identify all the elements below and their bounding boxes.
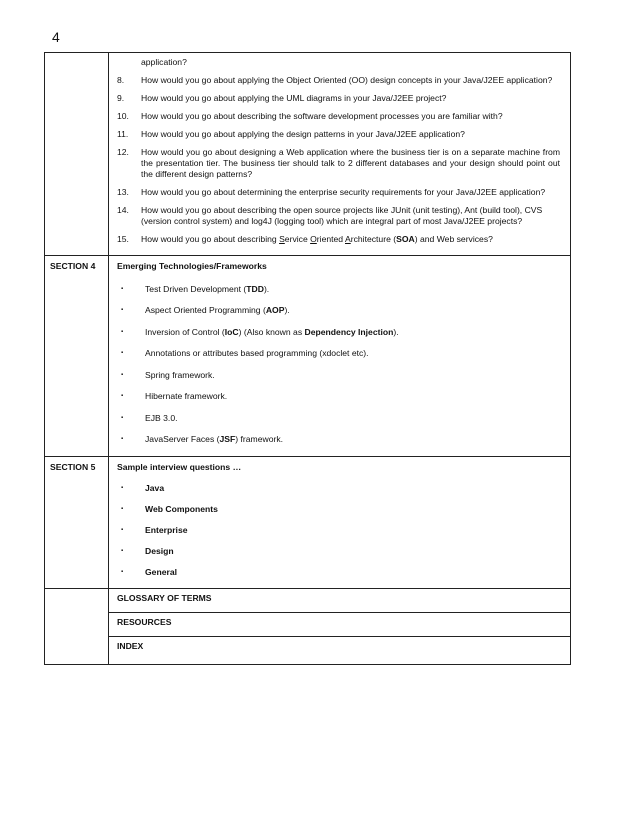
section-heading: Emerging Technologies/Frameworks [117, 261, 267, 271]
bullet-icon: ▪ [121, 547, 124, 554]
bullet-icon: ▪ [121, 484, 124, 491]
glossary-row [45, 589, 571, 613]
question-number: 14. [117, 205, 129, 215]
question-text: How would you go about describing Service Oriented Architecture (SOA) and Web services? [141, 234, 493, 244]
list-item: ▪ Web Components [121, 503, 218, 514]
question-number: 11. [117, 129, 129, 139]
list-item [117, 234, 560, 245]
page-number: 4 [52, 29, 60, 45]
section-label: SECTION 4 [45, 256, 109, 457]
section5-row [45, 457, 571, 589]
list-item [117, 147, 560, 180]
question-text: How would you go about applying the design patterns in your Java/J2EE application? [141, 129, 465, 139]
bullet-icon: ▪ [121, 414, 124, 421]
section3-label-cell [45, 53, 109, 256]
question-number: 15. [117, 234, 129, 244]
bullet-icon: ▪ [121, 328, 124, 335]
section-label: SECTION 5 [45, 457, 109, 589]
bullet-icon: ▪ [121, 393, 124, 400]
question-number: 12. [117, 147, 129, 157]
list-item: ▪ General [121, 566, 178, 577]
question-text: How would you go about applying the Object Oriented (OO) design concepts in your Java/J2EE application? [141, 75, 553, 85]
bullet-list [109, 472, 570, 588]
bullet-icon: ▪ [121, 285, 124, 292]
bullet-icon: ▪ [121, 526, 124, 533]
list-item: ▪ Spring framework. [121, 369, 215, 380]
back-matter-label-cell [45, 589, 109, 665]
bullet-icon: ▪ [121, 307, 124, 314]
index-heading: INDEX [117, 641, 144, 651]
bullet-icon: ▪ [121, 371, 124, 378]
list-item: ▪ Annotations or attributes based programming (xdoclet etc). [121, 348, 369, 359]
bullet-icon: ▪ [121, 436, 124, 443]
question-text: How would you go about designing a Web application where the business tier is on a separate machine from the presentation tier. The business tier should talk to 2 different databases and your design should point out the different design patterns? [141, 147, 560, 179]
bullet-icon: ▪ [121, 568, 124, 575]
question-number: 8. [117, 75, 125, 85]
list-item: ▪ Hibernate framework. [121, 391, 228, 402]
question-number: 10. [117, 111, 129, 121]
resources-heading: RESOURCES [117, 617, 172, 627]
list-item [117, 75, 560, 86]
list-item: ▪ Test Driven Development (TDD). [121, 283, 270, 294]
contents-table [44, 52, 571, 665]
list-item: ▪ Java [121, 482, 165, 493]
section-heading: Sample interview questions … [117, 462, 242, 472]
list-item: ▪ EJB 3.0. [121, 412, 178, 423]
list-item [117, 57, 560, 68]
list-item [117, 93, 560, 104]
question-text: How would you go about describing the open source projects like JUnit (unit testing), Ant (build tool), CVS (version control system) and log4J (logging tool) which are integral part of most Java/J2EE projects? [141, 205, 543, 226]
bullet-icon: ▪ [121, 350, 124, 357]
list-item: ▪ Inversion of Control (IoC) (Also known as Dependency Injection). [121, 326, 399, 337]
glossary-heading: GLOSSARY OF TERMS [117, 593, 212, 603]
resources-row [45, 613, 571, 637]
list-item: ▪ JavaServer Faces (JSF) framework. [121, 434, 284, 445]
index-row [45, 637, 571, 665]
bullet-icon: ▪ [121, 505, 124, 512]
question-continuation: application? [141, 57, 187, 67]
question-text: How would you go about applying the UML diagrams in your Java/J2EE project? [141, 93, 447, 103]
question-text: How would you go about describing the software development processes you are familiar with? [141, 111, 503, 121]
question-number: 9. [117, 93, 125, 103]
list-item [117, 111, 560, 122]
list-item [117, 129, 560, 140]
list-item [117, 205, 560, 227]
question-text: How would you go about determining the enterprise security requirements for your Java/J2EE application? [141, 187, 546, 197]
section4-row [45, 256, 571, 457]
section3-row [45, 53, 571, 256]
list-item [117, 187, 560, 198]
list-item: ▪ Design [121, 545, 174, 556]
list-item: ▪ Enterprise [121, 524, 188, 535]
question-number: 13. [117, 187, 129, 197]
list-item: ▪ Aspect Oriented Programming (AOP). [121, 305, 290, 316]
question-list [109, 53, 570, 255]
bullet-list [109, 271, 570, 456]
